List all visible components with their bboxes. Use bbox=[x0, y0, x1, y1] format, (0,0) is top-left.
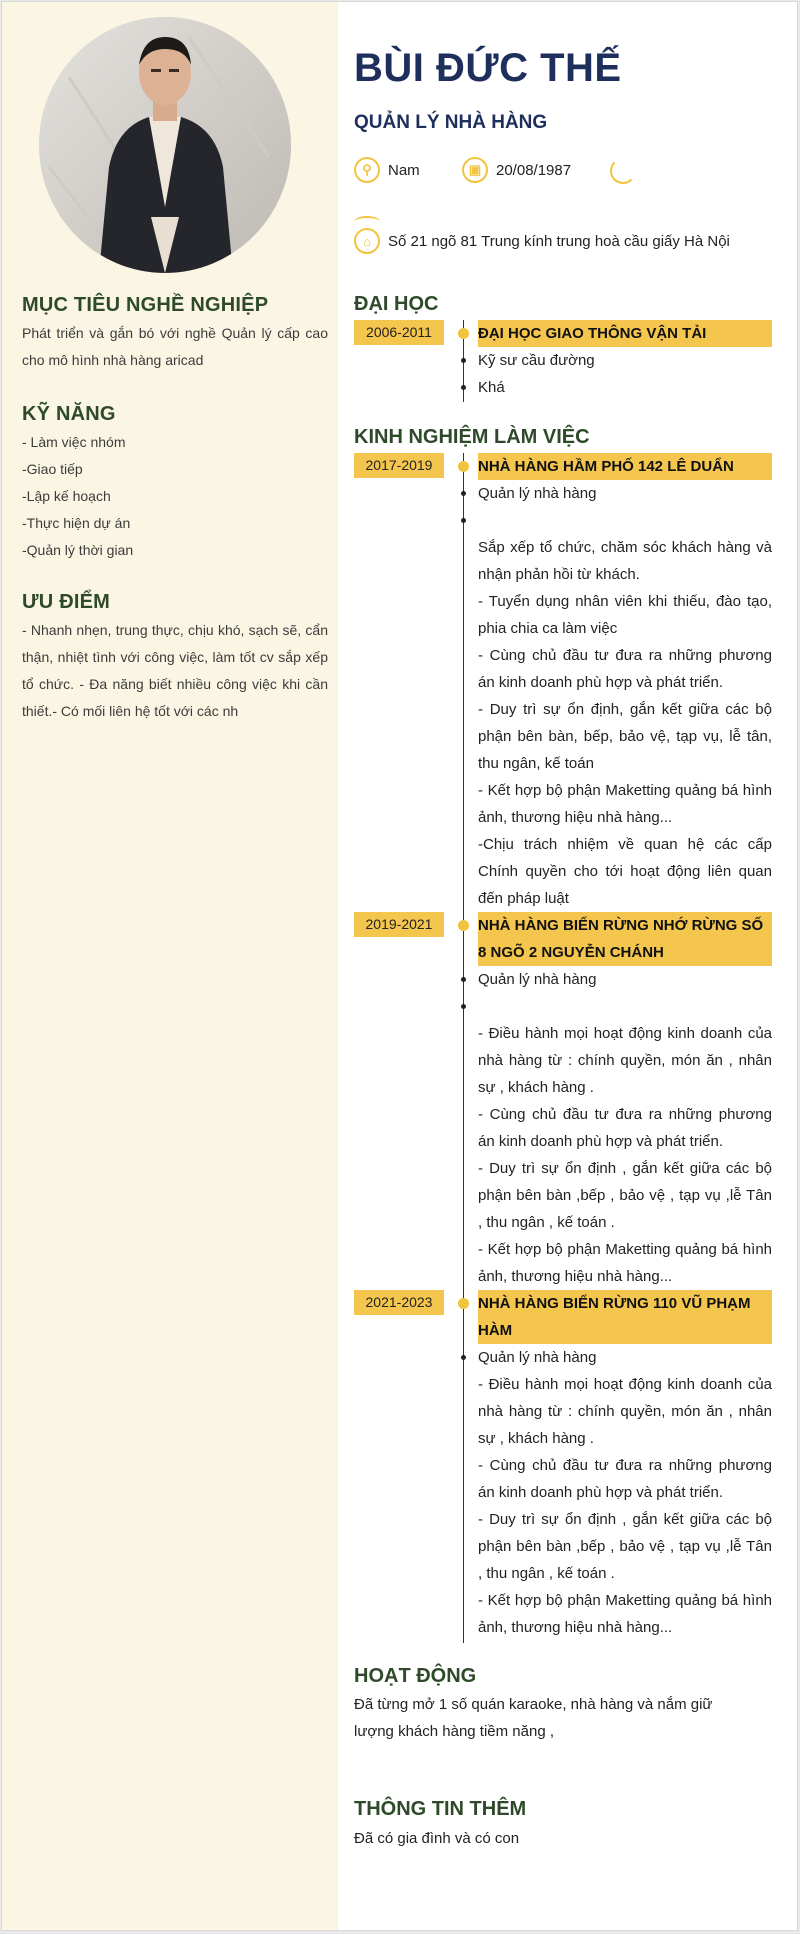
job-details bbox=[478, 1371, 772, 1641]
gender-value: Nam bbox=[388, 161, 420, 179]
job-detail-item: - Kết hợp bộ phận Maketting quảng bá hình ảnh, thương hiệu nhà hàng... bbox=[478, 782, 772, 826]
cv-page bbox=[1, 1, 798, 1931]
timeline-bullet bbox=[461, 1355, 466, 1360]
experience-title: KINH NGHIỆM LÀM VIỆC bbox=[354, 426, 590, 448]
skills-section bbox=[22, 403, 328, 564]
job-detail-item: - Duy trì sự ổn định , gắn kết giữa các bộ phận bên bàn ,bếp , bảo vệ , tạp vụ ,lễ Tân , thu ngân , kế toán . bbox=[478, 1160, 772, 1231]
timeline-bullet bbox=[461, 491, 466, 496]
skill-item: -Thực hiện dự án bbox=[22, 515, 131, 531]
address-info bbox=[354, 228, 730, 254]
strengths-section bbox=[22, 591, 328, 725]
job-title: QUẢN LÝ NHÀ HÀNG bbox=[354, 112, 548, 133]
gender-info bbox=[354, 157, 420, 183]
job-details bbox=[478, 1020, 772, 1290]
skill-item: -Lập kế hoạch bbox=[22, 488, 111, 504]
job-company: NHÀ HÀNG BIỂN RỪNG 110 VŨ PHẠM HÀM bbox=[478, 1290, 772, 1344]
job-detail-item: - Duy trì sự ổn định , gắn kết giữa các bộ phận bên bàn ,bếp , bảo vệ , tạp vụ ,lễ Tân , thu ngân , kế toán . bbox=[478, 1511, 772, 1582]
timeline-bullet bbox=[461, 385, 466, 390]
education-major: Kỹ sư cầu đường bbox=[478, 352, 595, 369]
location-icon: ⌂ bbox=[354, 228, 380, 254]
objective-title: MỤC TIÊU NGHỀ NGHIỆP bbox=[22, 294, 269, 316]
job-detail-item: Sắp xếp tổ chức, chăm sóc khách hàng và nhận phản hồi từ khách. bbox=[478, 539, 772, 583]
extra-info-text: Đã có gia đình và có con bbox=[354, 1830, 520, 1847]
job-detail-item: - Duy trì sự ổn định, gắn kết giữa các bộ phận bên bàn, bếp, bảo vệ, tạp vụ, lễ tân, thu ngân, kế toán bbox=[478, 701, 772, 772]
strengths-text: - Nhanh nhẹn, trung thực, chịu khó, sạch sẽ, cẩn thận, nhiệt tình với công việc, làm tốt cv sắp xếp tổ chức. - Đa năng biết nhiều công việc khi cần thiết.- Có mối liên hệ tốt với các nh bbox=[22, 622, 328, 719]
job-detail-item: - Điều hành mọi hoạt động kinh doanh của nhà hàng từ : chính quyền, món ăn , nhân sự , khách hàng . bbox=[478, 1025, 772, 1096]
education-grade: Khá bbox=[478, 379, 505, 396]
skill-item: -Quản lý thời gian bbox=[22, 542, 134, 558]
job-company: NHÀ HÀNG HẦM PHỐ 142 LÊ DUẨN bbox=[478, 453, 772, 480]
extra-info-title: THÔNG TIN THÊM bbox=[354, 1798, 527, 1820]
education-period: 2006-2011 bbox=[354, 320, 444, 345]
activities-text: Đã từng mở 1 số quán karaoke, nhà hàng và nắm giữ lượng khách hàng tiềm năng , bbox=[354, 1696, 713, 1740]
avatar-photo bbox=[39, 17, 291, 273]
candidate-name: BÙI ĐỨC THẾ bbox=[354, 46, 622, 90]
strengths-title: ƯU ĐIỂM bbox=[22, 591, 110, 613]
job-detail-item: - Kết hợp bộ phận Maketting quảng bá hình ảnh, thương hiệu nhà hàng... bbox=[478, 1241, 772, 1285]
timeline-dot bbox=[458, 461, 469, 472]
job-role: Quản lý nhà hàng bbox=[478, 485, 597, 502]
job-company: NHÀ HÀNG BIỂN RỪNG NHỚ RỪNG SỐ 8 NGÕ 2 NGUYỄN CHÁNH bbox=[478, 912, 772, 966]
decoration-arc bbox=[354, 216, 380, 228]
job-detail-item: - Cùng chủ đầu tư đưa ra những phương án kinh doanh phù hợp và phát triển. bbox=[478, 1457, 772, 1501]
job-period: 2017-2019 bbox=[354, 453, 444, 478]
skill-item: -Giao tiếp bbox=[22, 461, 83, 477]
gender-icon: ⚲ bbox=[354, 157, 380, 183]
avatar bbox=[39, 17, 291, 273]
activities-title: HOẠT ĐỘNG bbox=[354, 1665, 477, 1687]
job-period: 2021-2023 bbox=[354, 1290, 444, 1315]
education-school: ĐẠI HỌC GIAO THÔNG VẬN TẢI bbox=[478, 320, 772, 347]
job-detail-item: - Tuyển dụng nhân viên khi thiếu, đào tạo, phia chia ca làm việc bbox=[478, 593, 772, 637]
skills-title: KỸ NĂNG bbox=[22, 403, 116, 425]
job-period: 2019-2021 bbox=[354, 912, 444, 937]
timeline-dot bbox=[458, 1298, 469, 1309]
timeline-bullet bbox=[461, 977, 466, 982]
job-role: Quản lý nhà hàng bbox=[478, 1349, 597, 1366]
timeline-bullet bbox=[461, 1004, 466, 1009]
timeline-bullet bbox=[461, 518, 466, 523]
job-detail-item: -Chịu trách nhiệm về quan hệ các cấp Chính quyền cho tới hoạt động liên quan đến pháp luật bbox=[478, 836, 772, 907]
job-details bbox=[478, 534, 772, 912]
objective-section bbox=[22, 294, 328, 374]
job-detail-item: - Cùng chủ đầu tư đưa ra những phương án kinh doanh phù hợp và phát triển. bbox=[478, 1106, 772, 1150]
job-detail-item: - Kết hợp bộ phận Maketting quảng bá hình ảnh, thương hiệu nhà hàng... bbox=[478, 1592, 772, 1636]
sidebar bbox=[2, 2, 338, 1930]
phone-icon bbox=[610, 158, 636, 184]
address-value: Số 21 ngõ 81 Trung kính trung hoà cầu giấy Hà Nội bbox=[388, 232, 730, 250]
job-detail-item: - Cùng chủ đầu tư đưa ra những phương án kinh doanh phù hợp và phát triển. bbox=[478, 647, 772, 691]
birthday-info bbox=[462, 157, 571, 183]
job-detail-item: - Điều hành mọi hoạt động kinh doanh của nhà hàng từ : chính quyền, món ăn , nhân sự , khách hàng . bbox=[478, 1376, 772, 1447]
education-title: ĐẠI HỌC bbox=[354, 293, 439, 315]
timeline-bullet bbox=[461, 358, 466, 363]
birthday-value: 20/08/1987 bbox=[496, 161, 572, 179]
objective-text: Phát triển và gắn bó với nghề Quản lý cấp cao cho mô hình nhà hàng aricad bbox=[22, 325, 328, 368]
timeline-dot bbox=[458, 920, 469, 931]
cake-icon: ▣ bbox=[462, 157, 488, 183]
skills-list bbox=[22, 429, 328, 564]
job-role: Quản lý nhà hàng bbox=[478, 971, 597, 988]
skill-item: - Làm việc nhóm bbox=[22, 434, 126, 450]
experience-timeline bbox=[463, 453, 464, 1643]
timeline-dot bbox=[458, 328, 469, 339]
